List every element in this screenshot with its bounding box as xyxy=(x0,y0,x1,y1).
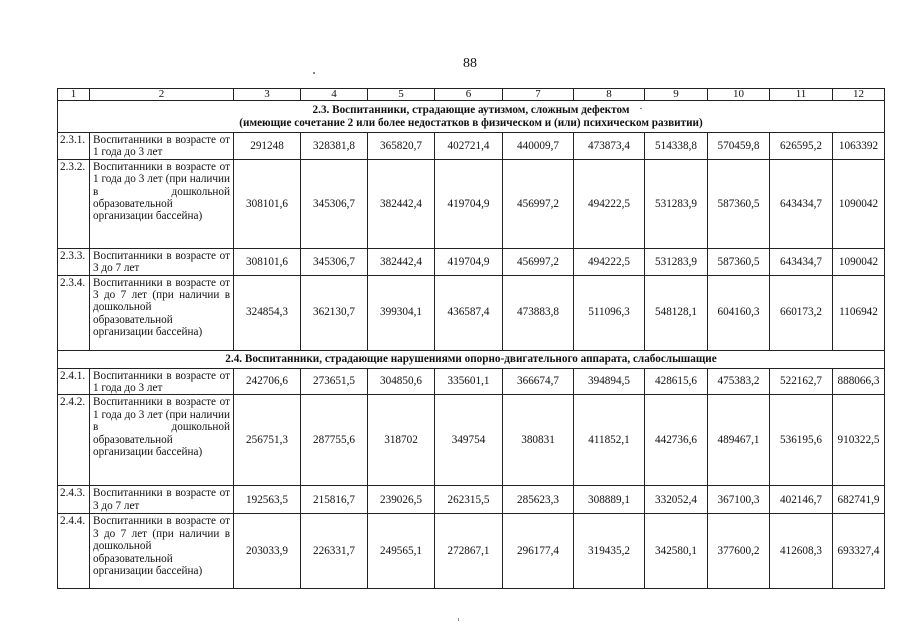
value-cell: 377600,2 xyxy=(708,514,770,589)
value-cell: 419704,9 xyxy=(435,159,503,248)
row-description: Воспитанники в возрасте от 3 до 7 лет (при наличии в дошкольной образовательной организации бассейна) xyxy=(90,275,234,350)
value-cell: 693327,4 xyxy=(833,514,885,589)
value-cell: 291248 xyxy=(234,133,301,160)
row-code: 2.4.3. xyxy=(58,486,90,514)
value-cell: 531283,9 xyxy=(645,159,708,248)
value-cell: 308101,6 xyxy=(234,248,301,275)
value-cell: 473873,4 xyxy=(574,133,645,160)
value-cell: 345306,7 xyxy=(301,159,368,248)
value-cell: 514338,8 xyxy=(645,133,708,160)
value-cell: 296177,4 xyxy=(503,514,574,589)
value-cell: 402146,7 xyxy=(770,486,833,514)
value-cell: 203033,9 xyxy=(234,514,301,589)
value-cell: 262315,5 xyxy=(435,486,503,514)
value-cell: 335601,1 xyxy=(435,368,503,395)
row-description: Воспитанники в возрасте от 3 до 7 лет xyxy=(90,486,234,514)
scan-speck xyxy=(458,618,459,621)
row-code: 2.4.4. xyxy=(58,514,90,589)
value-cell: 570459,8 xyxy=(708,133,770,160)
value-cell: 1090042 xyxy=(833,159,885,248)
value-cell: 412608,3 xyxy=(770,514,833,589)
table-row xyxy=(58,486,885,514)
table-row xyxy=(58,133,885,160)
value-cell: 239026,5 xyxy=(368,486,435,514)
value-cell: 402721,4 xyxy=(435,133,503,160)
section-title xyxy=(58,350,885,368)
header-row xyxy=(58,89,885,101)
table-row xyxy=(58,159,885,248)
value-cell: 494222,5 xyxy=(574,159,645,248)
table-row xyxy=(58,514,885,589)
value-cell: 319435,2 xyxy=(574,514,645,589)
value-cell: 192563,5 xyxy=(234,486,301,514)
value-cell: 349754 xyxy=(435,395,503,486)
value-cell: 475383,2 xyxy=(708,368,770,395)
value-cell: 394894,5 xyxy=(574,368,645,395)
value-cell: 604160,3 xyxy=(708,275,770,350)
value-cell: 587360,5 xyxy=(708,159,770,248)
value-cell: 285623,3 xyxy=(503,486,574,514)
header-cell: 10 xyxy=(708,89,770,101)
value-cell: 318702 xyxy=(368,395,435,486)
value-cell: 440009,7 xyxy=(503,133,574,160)
value-cell: 442736,6 xyxy=(645,395,708,486)
value-cell: 215816,7 xyxy=(301,486,368,514)
value-cell: 380831 xyxy=(503,395,574,486)
value-cell: 511096,3 xyxy=(574,275,645,350)
value-cell: 473883,8 xyxy=(503,275,574,350)
scan-speck xyxy=(313,72,315,74)
scan-speck xyxy=(640,108,642,109)
value-cell: 643434,7 xyxy=(770,248,833,275)
value-cell: 436587,4 xyxy=(435,275,503,350)
value-cell: 428615,6 xyxy=(645,368,708,395)
row-code: 2.4.1. xyxy=(58,368,90,395)
row-description: Воспитанники в возрасте от 1 года до 3 лет xyxy=(90,133,234,160)
value-cell: 456997,2 xyxy=(503,248,574,275)
row-description: Воспитанники в возрасте от 3 до 7 лет (при наличии в дошкольной образовательной организации бассейна) xyxy=(90,514,234,589)
value-cell: 548128,1 xyxy=(645,275,708,350)
header-cell: 8 xyxy=(574,89,645,101)
section-title-line: 2.3. Воспитанники, страдающие аутизмом, сложным дефектом xyxy=(312,104,630,116)
value-cell: 308101,6 xyxy=(234,159,301,248)
row-code: 2.3.2. xyxy=(58,159,90,248)
header-cell: 4 xyxy=(301,89,368,101)
value-cell: 345306,7 xyxy=(301,248,368,275)
value-cell: 332052,4 xyxy=(645,486,708,514)
row-description: Воспитанники в возрасте от 1 года до 3 лет (при наличии в дошкольной образовательной организации бассейна) xyxy=(90,395,234,486)
value-cell: 382442,4 xyxy=(368,159,435,248)
row-description: Воспитанники в возрасте от 3 до 7 лет xyxy=(90,248,234,275)
value-cell: 399304,1 xyxy=(368,275,435,350)
value-cell: 308889,1 xyxy=(574,486,645,514)
value-cell: 1090042 xyxy=(833,248,885,275)
section-title xyxy=(58,101,885,133)
header-cell: 5 xyxy=(368,89,435,101)
header-cell: 2 xyxy=(90,89,234,101)
value-cell: 888066,3 xyxy=(833,368,885,395)
table-row xyxy=(58,368,885,395)
value-cell: 587360,5 xyxy=(708,248,770,275)
value-cell: 1106942 xyxy=(833,275,885,350)
value-cell: 272867,1 xyxy=(435,514,503,589)
value-cell: 249565,1 xyxy=(368,514,435,589)
header-cell: 7 xyxy=(503,89,574,101)
value-cell: 242706,6 xyxy=(234,368,301,395)
row-code: 2.3.4. xyxy=(58,275,90,350)
section-row xyxy=(58,350,885,368)
row-code: 2.4.2. xyxy=(58,395,90,486)
value-cell: 328381,8 xyxy=(301,133,368,160)
value-cell: 489467,1 xyxy=(708,395,770,486)
header-cell: 3 xyxy=(234,89,301,101)
value-cell: 411852,1 xyxy=(574,395,645,486)
value-cell: 287755,6 xyxy=(301,395,368,486)
section-title-line: 2.4. Воспитанники, страдающие нарушениями опорно-двигательного аппарата, слабослышащие xyxy=(225,352,717,365)
value-cell: 362130,7 xyxy=(301,275,368,350)
value-cell: 536195,6 xyxy=(770,395,833,486)
table-row xyxy=(58,248,885,275)
table-body xyxy=(58,89,885,589)
header-cell: 6 xyxy=(435,89,503,101)
value-cell: 382442,4 xyxy=(368,248,435,275)
value-cell: 682741,9 xyxy=(833,486,885,514)
row-code: 2.3.3. xyxy=(58,248,90,275)
value-cell: 304850,6 xyxy=(368,368,435,395)
row-description: Воспитанники в возрасте от 1 года до 3 лет (при наличии в дошкольной образовательной организации бассейна) xyxy=(90,159,234,248)
section-title-line: (имеющие сочетание 2 или более недостатков в физическом и (или) психическом развитии) xyxy=(239,116,703,129)
value-cell: 256751,3 xyxy=(234,395,301,486)
header-cell: 12 xyxy=(833,89,885,101)
value-cell: 342580,1 xyxy=(645,514,708,589)
value-cell: 419704,9 xyxy=(435,248,503,275)
value-cell: 660173,2 xyxy=(770,275,833,350)
value-cell: 226331,7 xyxy=(301,514,368,589)
tariff-table xyxy=(57,88,885,589)
value-cell: 494222,5 xyxy=(574,248,645,275)
table-row xyxy=(58,275,885,350)
value-cell: 522162,7 xyxy=(770,368,833,395)
section-row xyxy=(58,101,885,133)
header-cell: 9 xyxy=(645,89,708,101)
value-cell: 324854,3 xyxy=(234,275,301,350)
header-cell: 11 xyxy=(770,89,833,101)
value-cell: 531283,9 xyxy=(645,248,708,275)
value-cell: 456997,2 xyxy=(503,159,574,248)
value-cell: 367100,3 xyxy=(708,486,770,514)
row-code: 2.3.1. xyxy=(58,133,90,160)
value-cell: 910322,5 xyxy=(833,395,885,486)
value-cell: 365820,7 xyxy=(368,133,435,160)
value-cell: 366674,7 xyxy=(503,368,574,395)
table-row xyxy=(58,395,885,486)
value-cell: 1063392 xyxy=(833,133,885,160)
header-cell: 1 xyxy=(58,89,90,101)
page-number: 88 xyxy=(463,56,477,71)
value-cell: 626595,2 xyxy=(770,133,833,160)
row-description: Воспитанники в возрасте от 1 года до 3 лет xyxy=(90,368,234,395)
value-cell: 643434,7 xyxy=(770,159,833,248)
value-cell: 273651,5 xyxy=(301,368,368,395)
